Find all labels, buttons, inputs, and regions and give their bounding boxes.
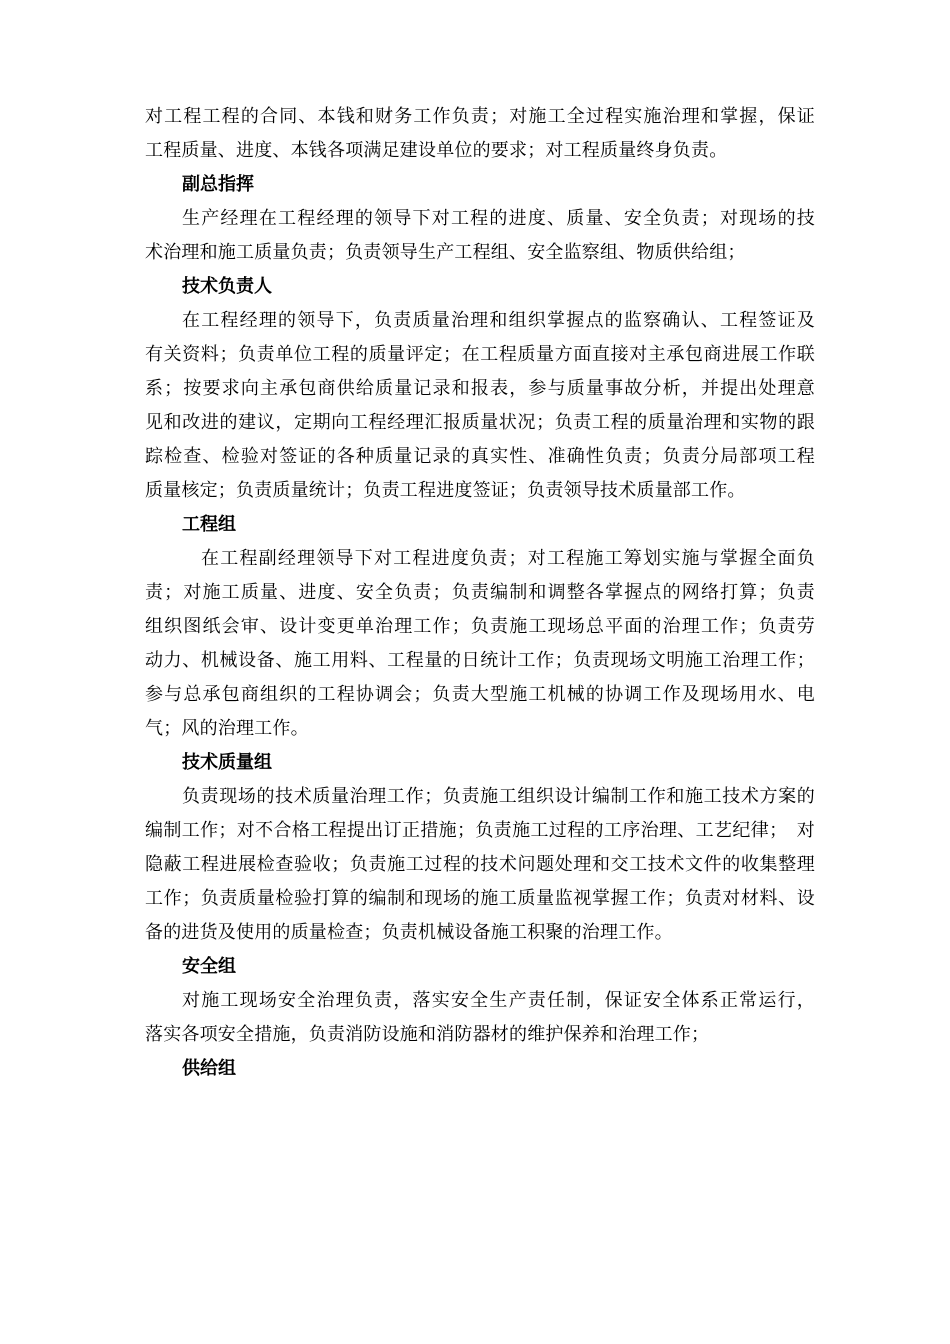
section-line: 工作；负责质量检验打算的编制和现场的施工质量监视掌握工作；负责对材料、设 <box>145 888 815 909</box>
section-heading-technical-lead: 技术负责人 <box>182 276 272 297</box>
section-line: 有关资料；负责单位工程的质量评定；在工程质量方面直接对主承包商进展工作联 <box>145 344 815 365</box>
section-line: 落实各项安全措施，负责消防设施和消防器材的维护保养和治理工作； <box>145 1024 710 1045</box>
section-line: 组织图纸会审、设计变更单治理工作；负责施工现场总平面的治理工作；负责劳 <box>145 616 815 637</box>
section-line: 对施工现场安全治理负责，落实安全生产责任制，保证安全体系正常运行， <box>182 990 815 1011</box>
section-heading-tech-quality-group: 技术质量组 <box>182 752 272 773</box>
section-line: 系；按要求向主承包商供给质量记录和报表，参与质量事故分析，并提出处理意 <box>145 378 815 399</box>
section-line: 责；对施工质量、进度、安全负责；负责编制和调整各掌握点的网络打算；负责 <box>145 582 815 603</box>
section-line: 参与总承包商组织的工程协调会；负责大型施工机械的协调工作及现场用水、电 <box>145 684 815 705</box>
section-line: 备的进货及使用的质量检查；负责机械设备施工积聚的治理工作。 <box>145 922 673 943</box>
section-line: 气；风的治理工作。 <box>145 718 309 739</box>
section-line: 隐蔽工程进展检查验收；负责施工过程的技术问题处理和交工技术文件的收集整理 <box>145 854 815 875</box>
section-line: 生产经理在工程经理的领导下对工程的进度、质量、安全负责；对现场的技 <box>182 208 815 229</box>
section-line: 动力、机械设备、施工用料、工程量的日统计工作；负责现场文明施工治理工作； <box>145 650 815 671</box>
section-line: 在工程经理的领导下，负责质量治理和组织掌握点的监察确认、工程签证及 <box>182 310 815 331</box>
section-line: 术治理和施工质量负责；负责领导生产工程组、安全监察组、物质供给组； <box>145 242 746 263</box>
section-line: 踪检查、检验对签证的各种质量记录的真实性、准确性负责；负责分局部项工程 <box>145 446 815 467</box>
section-line: 质量核定；负责质量统计；负责工程进度签证；负责领导技术质量部工作。 <box>145 480 746 501</box>
section-line: 编制工作；对不合格工程提出订正措施；负责施工过程的工序治理、工艺纪律； 对 <box>145 820 815 841</box>
section-line: 见和改进的建议，定期向工程经理汇报质量状况；负责工程的质量治理和实物的跟 <box>145 412 815 433</box>
section-heading-deputy-commander: 副总指挥 <box>182 174 254 195</box>
section-heading-engineering-group: 工程组 <box>182 514 236 535</box>
section-heading-supply-group: 供给组 <box>182 1058 236 1079</box>
intro-line-1: 对工程工程的合同、本钱和财务工作负责；对施工全过程实施治理和掌握，保证 <box>145 106 815 127</box>
section-line: 负责现场的技术质量治理工作；负责施工组织设计编制工作和施工技术方案的 <box>182 786 815 807</box>
section-line: 在工程副经理领导下对工程进度负责；对工程施工筹划实施与掌握全面负 <box>201 548 815 569</box>
section-heading-safety-group: 安全组 <box>182 956 236 977</box>
intro-line-2: 工程质量、进度、本钱各项满足建设单位的要求；对工程质量终身负责。 <box>145 140 728 161</box>
